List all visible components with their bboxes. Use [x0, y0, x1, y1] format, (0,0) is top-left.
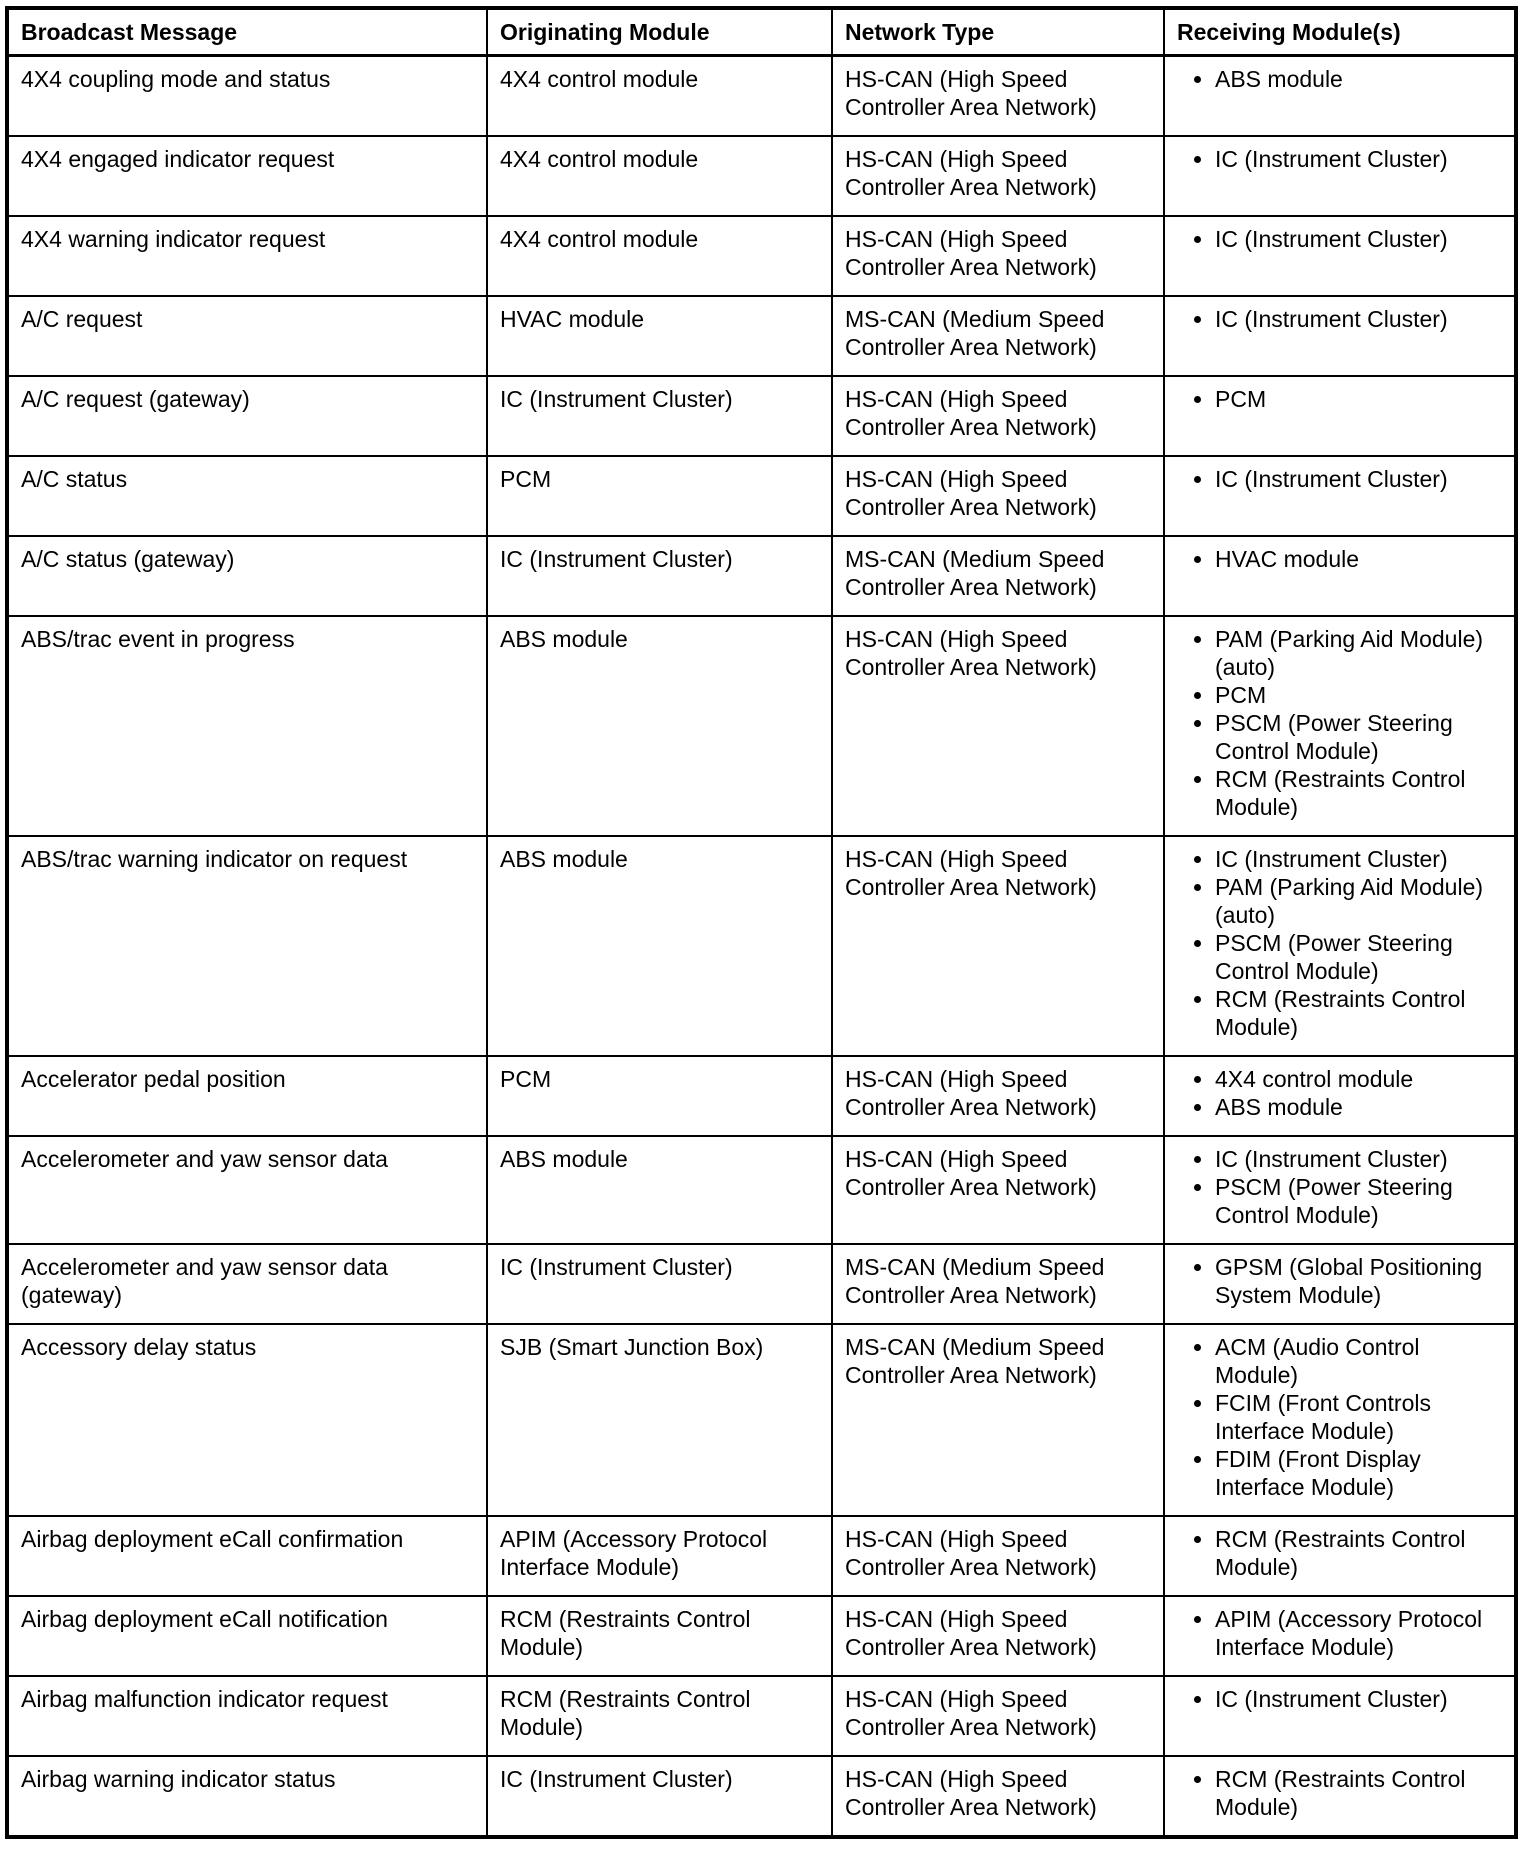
- network-type-cell: HS-CAN (High Speed Controller Area Network): [832, 1676, 1164, 1756]
- originating-module-cell: ABS module: [487, 616, 832, 836]
- receiving-module-item: • RCM (Restraints Control Module): [1215, 1525, 1502, 1581]
- table-row: [7, 376, 1516, 456]
- receiving-modules-cell: [1164, 1516, 1516, 1596]
- receiving-modules-list: [1177, 145, 1502, 173]
- broadcast-message-cell: Airbag warning indicator status: [7, 1756, 487, 1837]
- network-type-cell: HS-CAN (High Speed Controller Area Network): [832, 616, 1164, 836]
- receiving-module-item: • ABS module: [1215, 65, 1502, 93]
- originating-module-cell: IC (Instrument Cluster): [487, 536, 832, 616]
- receiving-module-item: • FDIM (Front Display Interface Module): [1215, 1445, 1502, 1501]
- broadcast-message-cell: A/C status (gateway): [7, 536, 487, 616]
- originating-module-cell: PCM: [487, 1056, 832, 1136]
- receiving-module-item: • RCM (Restraints Control Module): [1215, 765, 1502, 821]
- broadcast-message-cell: 4X4 coupling mode and status: [7, 56, 487, 137]
- originating-module-cell: RCM (Restraints Control Module): [487, 1596, 832, 1676]
- originating-module-cell: SJB (Smart Junction Box): [487, 1324, 832, 1516]
- network-type-cell: HS-CAN (High Speed Controller Area Network): [832, 216, 1164, 296]
- network-type-cell: HS-CAN (High Speed Controller Area Network): [832, 1056, 1164, 1136]
- receiving-modules-cell: [1164, 836, 1516, 1056]
- receiving-modules-list: [1177, 1065, 1502, 1121]
- receiving-modules-list: [1177, 1333, 1502, 1501]
- receiving-module-item: • GPSM (Global Positioning System Module): [1215, 1253, 1502, 1309]
- broadcast-message-cell: Airbag deployment eCall notification: [7, 1596, 487, 1676]
- broadcast-message-cell: ABS/trac warning indicator on request: [7, 836, 487, 1056]
- receiving-modules-cell: [1164, 216, 1516, 296]
- receiving-module-item: • PSCM (Power Steering Control Module): [1215, 1173, 1502, 1229]
- table-row: [7, 1676, 1516, 1756]
- table-row: [7, 1516, 1516, 1596]
- col-header-network-type: Network Type: [832, 8, 1164, 56]
- receiving-modules-list: [1177, 1253, 1502, 1309]
- originating-module-cell: IC (Instrument Cluster): [487, 1244, 832, 1324]
- receiving-module-item: • PAM (Parking Aid Module) (auto): [1215, 625, 1502, 681]
- receiving-module-item: • IC (Instrument Cluster): [1215, 845, 1502, 873]
- receiving-modules-list: [1177, 305, 1502, 333]
- broadcast-message-cell: 4X4 engaged indicator request: [7, 136, 487, 216]
- receiving-modules-list: [1177, 1765, 1502, 1821]
- table-row: [7, 536, 1516, 616]
- table-row: [7, 56, 1516, 137]
- receiving-modules-cell: [1164, 1324, 1516, 1516]
- broadcast-message-cell: Accelerometer and yaw sensor data: [7, 1136, 487, 1244]
- receiving-modules-list: [1177, 1525, 1502, 1581]
- receiving-module-item: • IC (Instrument Cluster): [1215, 465, 1502, 493]
- table-row: [7, 1136, 1516, 1244]
- receiving-module-item: • PCM: [1215, 681, 1502, 709]
- originating-module-cell: ABS module: [487, 836, 832, 1056]
- receiving-modules-cell: [1164, 1244, 1516, 1324]
- network-type-cell: HS-CAN (High Speed Controller Area Network): [832, 1136, 1164, 1244]
- broadcast-message-cell: A/C request (gateway): [7, 376, 487, 456]
- receiving-module-item: • PSCM (Power Steering Control Module): [1215, 709, 1502, 765]
- network-type-cell: HS-CAN (High Speed Controller Area Network): [832, 1516, 1164, 1596]
- receiving-module-item: • ABS module: [1215, 1093, 1502, 1121]
- receiving-modules-cell: [1164, 1596, 1516, 1676]
- receiving-modules-list: [1177, 845, 1502, 1041]
- originating-module-cell: 4X4 control module: [487, 56, 832, 137]
- receiving-module-item: • ACM (Audio Control Module): [1215, 1333, 1502, 1389]
- receiving-modules-list: [1177, 1685, 1502, 1713]
- network-type-cell: HS-CAN (High Speed Controller Area Network): [832, 1756, 1164, 1837]
- broadcast-network-table: [5, 6, 1518, 1839]
- table-row: [7, 296, 1516, 376]
- network-type-cell: MS-CAN (Medium Speed Controller Area Network): [832, 296, 1164, 376]
- table-row: [7, 836, 1516, 1056]
- receiving-module-item: • IC (Instrument Cluster): [1215, 1685, 1502, 1713]
- receiving-module-item: • RCM (Restraints Control Module): [1215, 1765, 1502, 1821]
- receiving-modules-cell: [1164, 56, 1516, 137]
- receiving-modules-cell: [1164, 1056, 1516, 1136]
- originating-module-cell: RCM (Restraints Control Module): [487, 1676, 832, 1756]
- receiving-module-item: • PSCM (Power Steering Control Module): [1215, 929, 1502, 985]
- receiving-modules-list: [1177, 65, 1502, 93]
- col-header-receiving-modules: Receiving Module(s): [1164, 8, 1516, 56]
- network-type-cell: HS-CAN (High Speed Controller Area Network): [832, 836, 1164, 1056]
- network-type-cell: MS-CAN (Medium Speed Controller Area Network): [832, 1244, 1164, 1324]
- receiving-module-item: • APIM (Accessory Protocol Interface Module): [1215, 1605, 1502, 1661]
- receiving-modules-list: [1177, 545, 1502, 573]
- broadcast-message-cell: ABS/trac event in progress: [7, 616, 487, 836]
- originating-module-cell: IC (Instrument Cluster): [487, 376, 832, 456]
- receiving-modules-list: [1177, 225, 1502, 253]
- receiving-modules-cell: [1164, 1676, 1516, 1756]
- receiving-modules-cell: [1164, 456, 1516, 536]
- receiving-module-item: • PAM (Parking Aid Module) (auto): [1215, 873, 1502, 929]
- table-row: [7, 1244, 1516, 1324]
- table-row: [7, 456, 1516, 536]
- originating-module-cell: APIM (Accessory Protocol Interface Module): [487, 1516, 832, 1596]
- receiving-modules-list: [1177, 625, 1502, 821]
- receiving-modules-cell: [1164, 136, 1516, 216]
- receiving-module-item: • IC (Instrument Cluster): [1215, 305, 1502, 333]
- broadcast-message-cell: Airbag deployment eCall confirmation: [7, 1516, 487, 1596]
- network-type-cell: HS-CAN (High Speed Controller Area Network): [832, 376, 1164, 456]
- table-row: [7, 616, 1516, 836]
- receiving-module-item: • IC (Instrument Cluster): [1215, 1145, 1502, 1173]
- table-row: [7, 1756, 1516, 1837]
- network-type-cell: MS-CAN (Medium Speed Controller Area Network): [832, 536, 1164, 616]
- receiving-modules-cell: [1164, 1756, 1516, 1837]
- originating-module-cell: HVAC module: [487, 296, 832, 376]
- receiving-modules-list: [1177, 465, 1502, 493]
- table-body: [7, 56, 1516, 1838]
- receiving-modules-list: [1177, 1605, 1502, 1661]
- table-header-row: [7, 8, 1516, 56]
- receiving-module-item: • IC (Instrument Cluster): [1215, 145, 1502, 173]
- receiving-module-item: • RCM (Restraints Control Module): [1215, 985, 1502, 1041]
- receiving-modules-cell: [1164, 376, 1516, 456]
- originating-module-cell: ABS module: [487, 1136, 832, 1244]
- originating-module-cell: IC (Instrument Cluster): [487, 1756, 832, 1837]
- originating-module-cell: 4X4 control module: [487, 216, 832, 296]
- broadcast-message-cell: Accelerometer and yaw sensor data (gateway): [7, 1244, 487, 1324]
- network-type-cell: MS-CAN (Medium Speed Controller Area Network): [832, 1324, 1164, 1516]
- broadcast-message-cell: Accelerator pedal position: [7, 1056, 487, 1136]
- receiving-modules-cell: [1164, 296, 1516, 376]
- table-row: [7, 1596, 1516, 1676]
- originating-module-cell: 4X4 control module: [487, 136, 832, 216]
- receiving-module-item: • 4X4 control module: [1215, 1065, 1502, 1093]
- broadcast-message-cell: Accessory delay status: [7, 1324, 487, 1516]
- originating-module-cell: PCM: [487, 456, 832, 536]
- receiving-modules-cell: [1164, 1136, 1516, 1244]
- receiving-module-item: • IC (Instrument Cluster): [1215, 225, 1502, 253]
- broadcast-message-cell: 4X4 warning indicator request: [7, 216, 487, 296]
- table-row: [7, 1056, 1516, 1136]
- table-row: [7, 136, 1516, 216]
- network-type-cell: HS-CAN (High Speed Controller Area Network): [832, 456, 1164, 536]
- broadcast-message-cell: Airbag malfunction indicator request: [7, 1676, 487, 1756]
- broadcast-message-cell: A/C status: [7, 456, 487, 536]
- receiving-module-item: • HVAC module: [1215, 545, 1502, 573]
- receiving-module-item: • FCIM (Front Controls Interface Module): [1215, 1389, 1502, 1445]
- receiving-modules-cell: [1164, 536, 1516, 616]
- col-header-broadcast-message: Broadcast Message: [7, 8, 487, 56]
- table-row: [7, 216, 1516, 296]
- receiving-modules-cell: [1164, 616, 1516, 836]
- receiving-modules-list: [1177, 385, 1502, 413]
- broadcast-message-cell: A/C request: [7, 296, 487, 376]
- network-type-cell: HS-CAN (High Speed Controller Area Network): [832, 1596, 1164, 1676]
- network-type-cell: HS-CAN (High Speed Controller Area Network): [832, 136, 1164, 216]
- col-header-originating-module: Originating Module: [487, 8, 832, 56]
- table-row: [7, 1324, 1516, 1516]
- receiving-modules-list: [1177, 1145, 1502, 1229]
- network-type-cell: HS-CAN (High Speed Controller Area Network): [832, 56, 1164, 137]
- receiving-module-item: • PCM: [1215, 385, 1502, 413]
